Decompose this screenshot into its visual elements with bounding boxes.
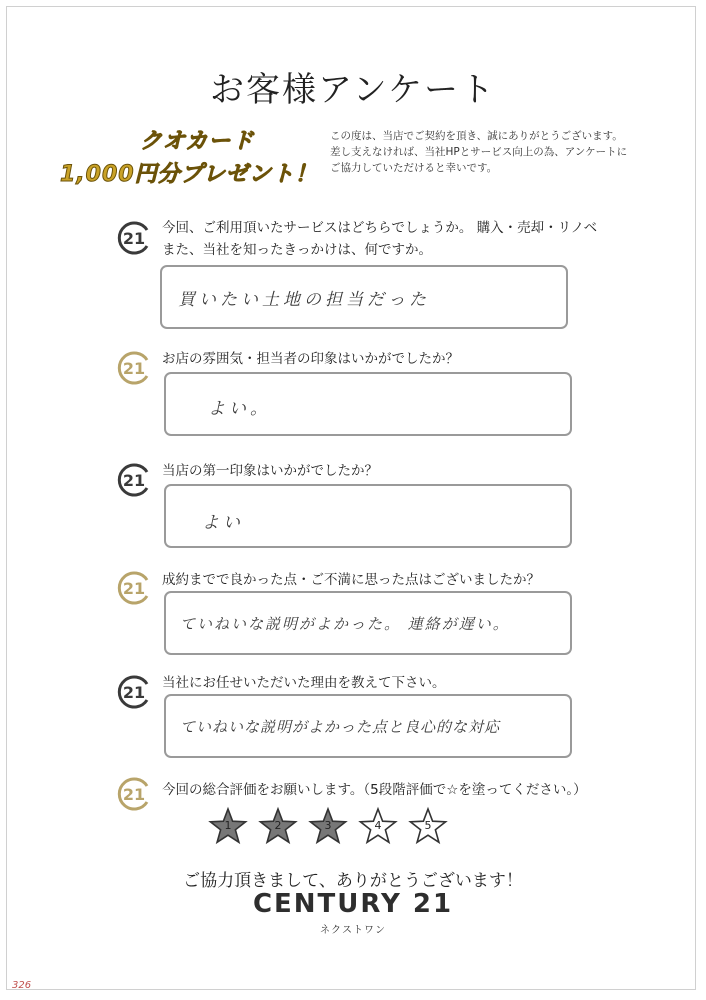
logo-text: 21 [122,359,146,378]
question-6-text: 今回の総合評価をお願いします。（5段階評価で☆を塗ってください。） [162,782,587,798]
logo-text: 21 [122,229,146,248]
logo-text: 21 [122,785,146,804]
century21-logo-icon [116,462,152,498]
question-2-text: お店の雰囲気・担当者の印象はいかがでしたか？ [162,351,459,367]
answer-box-5[interactable] [164,694,572,758]
answer-3-text: よい [202,513,244,533]
logo-text: 21 [122,579,146,598]
answer-box-4[interactable] [164,591,572,655]
question-4-text: 成約までで良かった点・ご不満に思った点はございましたか？ [162,572,540,588]
answer-box-3[interactable] [164,484,572,548]
century21-logo-icon [116,570,152,606]
star-label: 1 [224,819,232,832]
answer-1-text: 買いたい土地の担当だった [178,290,430,310]
century21-logo-icon [116,776,152,812]
rating-star-2[interactable] [258,806,298,846]
question-1-line-2: また、当社を知ったきっかけは、何ですか。 [162,242,432,258]
question-1-line-1: 今回、ご利用頂いたサービスはどちらでしょうか。 購入・売却・リノベ [162,220,598,236]
rating-star-1[interactable] [208,806,248,846]
question-5-text: 当社にお任せいただいた理由を教えて下さい。 [162,675,446,691]
promo-line-1: クオカード [140,129,255,154]
answer-2-text: よい。 [208,399,271,419]
page-number: 326 [12,980,32,991]
answer-5-text: ていねいな説明がよかった点と良心的な対応 [180,718,501,736]
thanks-message: ご協力頂きまして、ありがとうございます！ [183,871,523,891]
answer-box-2[interactable] [164,372,572,436]
answer-4-text: ていねいな説明がよかった。 連絡が遅い。 [180,615,510,633]
rating-star-3[interactable] [308,806,348,846]
century21-logo-icon [116,674,152,710]
star-label: 5 [424,819,432,832]
intro-line: ご協力していただけると幸いです。 [330,162,498,174]
intro-text [330,128,660,176]
page-title: お客様アンケート [210,70,496,110]
rating-stars [208,806,458,850]
star-label: 2 [274,819,282,832]
logo-text: 21 [122,683,146,702]
century21-logo-icon [116,350,152,386]
question-3-text: 当店の第一印象はいかがでしたか？ [162,463,378,479]
logo-text: 21 [122,471,146,490]
century21-logo-icon [116,220,152,256]
rating-star-4[interactable] [358,806,398,846]
promo-line-2: 1,000円分プレゼント！ [60,162,318,187]
intro-line: この度は、当店でご契約を頂き、誠にありがとうございます。 [330,130,623,142]
intro-line: 差し支えなければ、当社HPとサービス向上の為、アンケートに [330,146,628,158]
rating-star-5[interactable] [408,806,448,846]
answer-box-1[interactable] [160,265,568,329]
star-label: 3 [324,819,332,832]
star-label: 4 [374,819,382,832]
brand-subtitle: ネクストワン [320,925,386,936]
brand-logo-text: CENTURY 21 [252,889,454,919]
